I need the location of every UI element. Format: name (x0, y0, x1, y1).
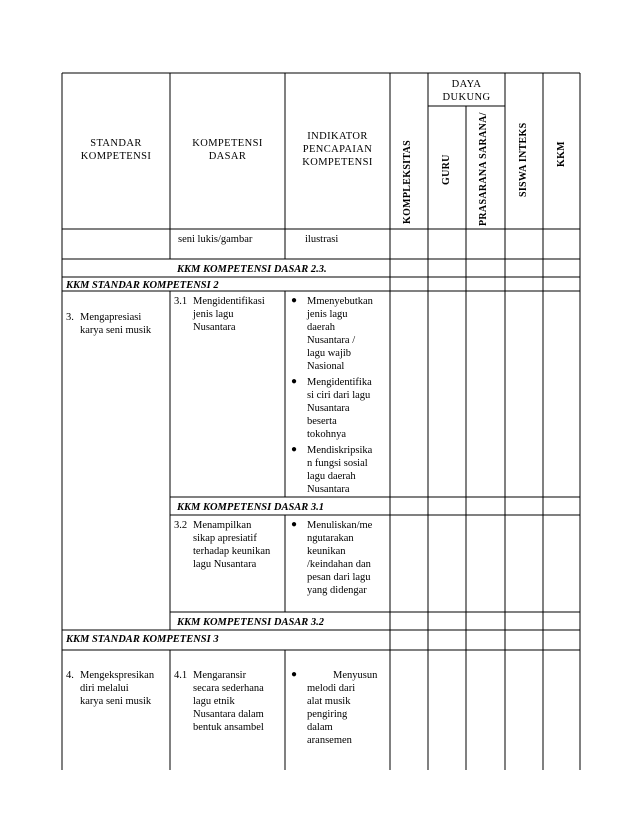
ind-3-1-item-3: Mendiskripsika n fungsi sosial lagu daerah Nusantara (307, 445, 373, 495)
kd-3-1-text: Mengidentifikasi jenis lagu Nusantara (193, 296, 265, 333)
ind-4-1-item-1: Menyusun melodi dari alat musik pengiring dalam aransemen (307, 670, 378, 746)
header-daya-dukung: DAYA DUKUNG (442, 79, 491, 103)
ind-3-1-item-2: Mengidentifika si ciri dari lagu Nusantara beserta tokohnya (307, 377, 372, 440)
sk-3-text: Mengapresiasi karya seni musik (80, 312, 152, 336)
sk-4-number: 4. (66, 670, 74, 681)
header-indikator: INDIKATOR PENCAPAIAN KOMPETENSI (302, 131, 373, 168)
bullet-icon: ● (291, 444, 298, 455)
bullet-icon: ● (291, 295, 298, 306)
header-guru: GURU (441, 154, 452, 185)
ind-3-2-item-1: Menuliskan/me ngutarakan keunikan /keindahan dan pesan dari lagu yang didengar (307, 520, 373, 596)
kd-3-2-number: 3.2 (174, 520, 188, 531)
kkm-sk-2: KKM STANDAR KOMPETENSI 2 (66, 280, 219, 291)
kkm-kd-2-3: KKM KOMPETENSI DASAR 2.3. (177, 264, 327, 275)
kkm-kd-3-2: KKM KOMPETENSI DASAR 3.2 (177, 617, 325, 628)
sk-4-text: Mengekspresikan diri melalui karya seni musik (80, 670, 155, 707)
kkm-sk-3: KKM STANDAR KOMPETENSI 3 (66, 634, 219, 645)
header-kompleksitas: KOMPLEKSITAS (402, 140, 413, 224)
ind-prev-text: ilustrasi (305, 234, 339, 245)
kd-prev-text: seni lukis/gambar (178, 234, 253, 245)
kd-4-1-text: Mengaransir secara sederhana lagu etnik Nusantara dalam bentuk ansambel (193, 670, 264, 733)
kkm-kd-3-1: KKM KOMPETENSI DASAR 3.1 (177, 502, 325, 513)
ind-3-1-item-1: Mmenyebutkan jenis lagu daerah Nusantara / lagu wajib Nasional (307, 296, 373, 372)
header-standar-kompetensi: STANDAR KOMPETENSI (80, 138, 152, 162)
bullet-icon: ● (291, 669, 298, 680)
header-prasarana: PRASARANA SARANA/ (478, 112, 489, 226)
header-kkm: KKM (556, 141, 567, 167)
bullet-icon: ● (291, 519, 298, 530)
header-kompetensi-dasar: KOMPETENSI DASAR (192, 138, 263, 162)
bullet-icon: ● (291, 376, 298, 387)
kd-3-1-number: 3.1 (174, 296, 188, 307)
kd-4-1-number: 4.1 (174, 670, 188, 681)
kd-3-2-text: Menampilkan sikap apresiatif terhadap keunikan lagu Nusantara (193, 520, 271, 570)
header-siswa-inteks: SISWA INTEKS (518, 122, 529, 197)
sk-3-number: 3. (66, 312, 74, 323)
